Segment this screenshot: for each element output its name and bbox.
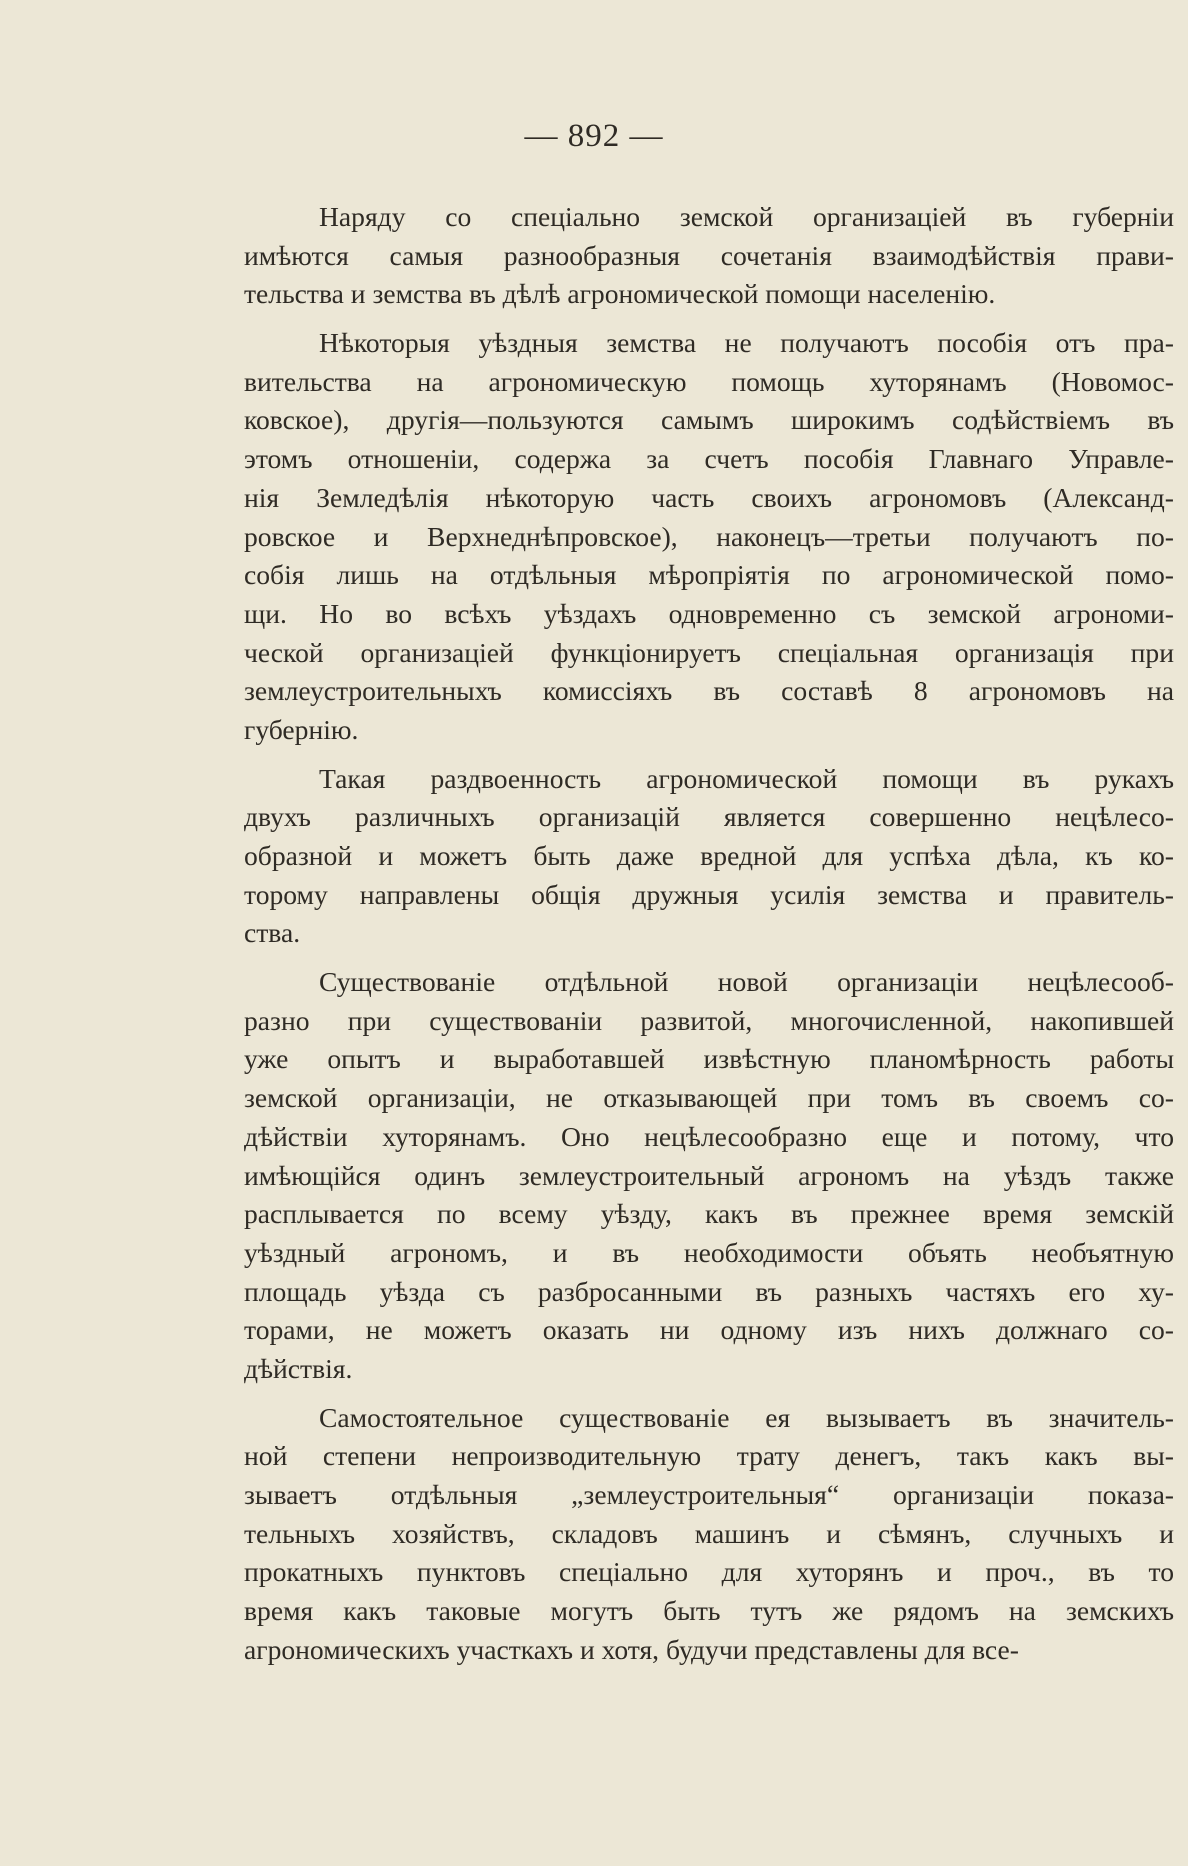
text-line: вительства на агрономическую помощь хуторянамъ (Новомос- — [244, 365, 1174, 397]
text-line: Самостоятельное существованіе ея вызываетъ въ значитель- — [319, 1401, 1174, 1433]
text-line: уѣздный агрономъ, и въ необходимости объять необъятную — [244, 1236, 1174, 1268]
text-line: имѣются самыя разнообразныя сочетанія взаимодѣйствія прави- — [244, 239, 1174, 271]
paragraph — [244, 198, 1174, 314]
text-line: губернію. — [244, 713, 359, 745]
paragraph — [244, 1399, 1174, 1670]
page-number: — 892 — — [524, 118, 664, 154]
text-line: имѣющійся одинъ землеустроительный агрономъ на уѣздъ также — [244, 1159, 1174, 1191]
text-line: дѣйствія. — [244, 1352, 353, 1384]
text-line: время какъ таковые могутъ быть тутъ же рядомъ на земскихъ — [244, 1595, 1174, 1627]
text-line: прокатныхъ пунктовъ спеціально для хуторянъ и проч., въ то — [244, 1556, 1174, 1588]
text-line: щи. Но во всѣхъ уѣздахъ одновременно съ земской агрономи- — [244, 597, 1174, 629]
text-line: агрономическихъ участкахъ и хотя, будучи представлены для все- — [244, 1633, 1019, 1665]
text-line: дѣйствіи хуторянамъ. Оно нецѣлесообразно еще и потому, что — [244, 1120, 1174, 1152]
text-line: Существованіе отдѣльной новой организаціи нецѣлесооб- — [319, 966, 1174, 998]
paragraph — [244, 324, 1174, 750]
text-line: этомъ отношеніи, содержа за счетъ пособія Главнаго Управле- — [244, 443, 1174, 475]
text-line: земской организаціи, не отказывающей при томъ въ своемъ со- — [244, 1082, 1174, 1114]
text-line: двухъ различныхъ организацій является совершенно нецѣлесо- — [244, 801, 1174, 833]
text-line: Такая раздвоенность агрономической помощи въ рукахъ — [319, 762, 1174, 794]
text-line: тельныхъ хозяйствъ, складовъ машинъ и сѣмянъ, случныхъ и — [244, 1517, 1174, 1549]
text-line: нія Земледѣлія нѣкоторую часть своихъ агрономовъ (Александ- — [244, 481, 1174, 513]
text-line: ства. — [244, 917, 301, 949]
text-line: тельства и земства въ дѣлѣ агрономической помощи населенію. — [244, 278, 996, 310]
text-line: ковское), другія—пользуются самымъ широкимъ содѣйствіемъ въ — [244, 404, 1174, 436]
text-line: собія лишь на отдѣльныя мѣропріятія по агрономической помо- — [244, 559, 1174, 591]
text-line: землеустроительныхъ комиссіяхъ въ составѣ 8 агрономовъ на — [244, 675, 1174, 707]
text-line: уже опытъ и выработавшей извѣстную планомѣрность работы — [244, 1043, 1174, 1075]
text-line: торами, не можетъ оказать ни одному изъ нихъ должнаго со- — [244, 1314, 1174, 1346]
text-line: Нѣкоторыя уѣздныя земства не получаютъ пособія отъ пра- — [319, 327, 1174, 359]
text-line: зываетъ отдѣльныя „землеустроительныя“ организаціи показа- — [244, 1479, 1174, 1510]
text-body — [244, 198, 1174, 1679]
paragraph — [244, 760, 1174, 953]
text-line: ной степени непроизводительную трату денегъ, такъ какъ вы- — [244, 1440, 1174, 1472]
paragraph — [244, 963, 1174, 1389]
text-line: ческой организаціей функціонируетъ спеціальная организація при — [244, 636, 1174, 668]
text-line: расплывается по всему уѣзду, какъ въ прежнее время земскій — [244, 1198, 1174, 1230]
text-line: торому направлены общія дружныя усилія земства и правитель- — [244, 878, 1174, 910]
text-line: Наряду со спеціально земской организаціей въ губерніи — [319, 201, 1174, 232]
text-line: площадь уѣзда съ разбросанными въ разныхъ частяхъ его ху- — [244, 1275, 1174, 1307]
text-line: разно при существованіи развитой, многочисленной, накопившей — [244, 1004, 1174, 1036]
text-line: ровское и Верхнеднѣпровское), наконецъ—третьи получаютъ по- — [244, 520, 1174, 552]
text-line: образной и можетъ быть даже вредной для успѣха дѣла, къ ко- — [244, 840, 1174, 871]
